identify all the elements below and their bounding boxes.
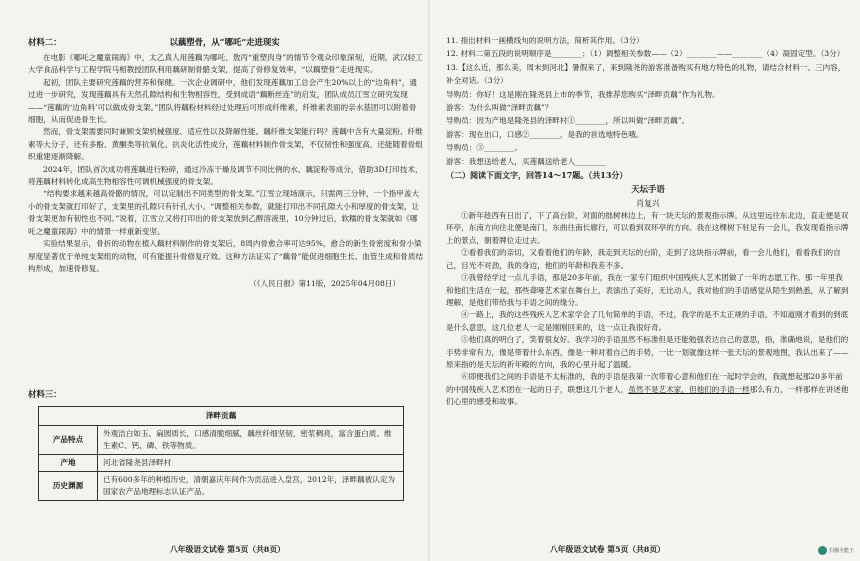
question-item: 12. 材料二第五段的说明顺序是________；（1）调整相关参数——（2）________——________（4）凝固定型。（3分） — [446, 49, 845, 59]
material3-label: 材料三： — [28, 389, 62, 399]
dialogue-line: 游客：现在出口，口感②________，是我的首选地特色哦。 — [446, 129, 644, 139]
section-heading: （二）阅读下面文字，回答14～17题。（共13分） — [446, 170, 628, 181]
table-title: 泽畔贡藕 — [39, 407, 404, 426]
table-row — [39, 426, 404, 455]
table-row — [39, 472, 404, 501]
material2-paragraph: “结构要求越来越高骨骼的情况，可以定制出不同类型的骨支架。”江雪立现场演示，只需两三分钟，一个指甲盖大小的骨支架就打印好了，支架里的孔隙只有针孔大小。“调整相关参数，就能打印出不同孔隙大小和厚度的骨支架，让骨支架更加有韧性也不同。”说着，江雪立又将打印出的骨支架放到乙醇溶液里，10分钟过后，软糯的骨支架就如《哪吒之魔童闹海》中的情景一样重新变坚。 — [28, 189, 420, 236]
right-footer: 八年级语文试卷 第5页（共8页） — [550, 545, 665, 554]
table-value: 河北省隆尧县泽畔村 — [98, 455, 404, 472]
left-footer: 八年级语文试卷 第5页（共8页） — [170, 545, 285, 554]
material2-heading — [28, 36, 280, 48]
table-key: 产品特点 — [39, 426, 98, 455]
table-value: 外观洁白如玉、扁圆质长，口感清脆细腻，藕丝纤细坚韧，密浆稠亮，富含蛋白质、维生素C、钙、磷、铁等物质。 — [98, 426, 404, 455]
material2-title: 以藕塑骨，从“哪吒”走进现实 — [169, 37, 280, 47]
article-paragraph: ②看着我们的亲切，又看着他们的年龄，我走到天坛的台阶，走到了这块指示牌前，看一会儿他们，看看我们的自己，目光不对劲，我的身边，他们的年龄和我差不多。 — [446, 248, 841, 270]
material2-paragraph: 在电影《哪吒之魔童闹海》中，太乙真人用莲藕为哪吒、敖丙“重塑肉身”的情节令观众印象深刻，近期，武汉轻工大学食品科学与工程学院马相教授团队利用藕研制骨骼支架，提高了骨修复效率，“以藕塑骨”走进现实。 — [28, 53, 423, 75]
left-page — [10, 0, 422, 561]
scanner-logo-icon — [818, 546, 827, 555]
material2-paragraph: 实验结果显示，骨折的动物在植入藕材料制作的骨支架后，8周内骨愈合率可达95%，愈合的新生骨密度和骨小梁厚度显著优于单纯支架组的动物，可有能提升骨修复疗效。这种方法证实了“藕骨”能促进细胞生长、血管生成和骨质结构形成，加速骨修复。 — [28, 239, 424, 273]
table-key: 产地 — [39, 455, 98, 472]
table-row — [39, 455, 404, 472]
material2-paragraph: 然而，骨支架需要同时兼顾支架机械强度、适应性以及降解性能。藕纤维支架能行吗？莲藕中含有大量淀粉、纤维素等大分子，还有多酚、黄酮类等抗氧化、抗炎化活性成分，莲藕材料制作骨支架，不仅韧性和强度高，还能随着骨组织重建逐渐降解。 — [28, 127, 423, 162]
page-fold — [428, 0, 430, 561]
questions-block — [446, 34, 850, 409]
question-item: 13.【这么近，那么美，周末到河北】暑假来了，来到隆尧的游客准备购买有地方特色的礼物，请结合材料一、三内容，补全对话。（3分） — [446, 62, 846, 86]
underlined-sentence: 虽然不是艺术家，但他们的手语一样 — [628, 384, 750, 394]
scanner-badge-text: 扫描全能王 — [828, 548, 854, 554]
article-author: 肖复兴 — [636, 199, 660, 209]
question-item: 11. 指出材料一画横线句的说明方法，简析其作用。（3分） — [446, 36, 644, 45]
material2-label: 材料二： — [28, 37, 62, 47]
material2-body — [28, 52, 424, 289]
dialogue-line: 导购员：因为产地是隆尧县的泽畔村①________，所以叫做“泽畔贡藕”。 — [446, 116, 690, 126]
article-paragraph: ③我曾经学过一点儿手语，那是20多年前，我在一家专门组织中国残疾人艺术团做了一年的志愿工作。那一年里我和他们生活在一起，那些聋哑艺术家在舞台上，表演出了美好，无比动人，我对他们的手语感觉从陌生到熟悉，从了解到理解，是他们带给我与手语之间的缘分。 — [446, 273, 849, 307]
product-info-table — [38, 406, 404, 501]
article-title: 天坛手语 — [631, 184, 665, 195]
material2-paragraph: 起初，团队主要研究莲藕的营养和保健。一次企业调研中，他们发现莲藕加工总会产生20%以上的“边角料”，通过进一步研究，发现莲藕具有天然孔隙结构和生物相容性，受到成语“藕断丝连”的启发，团队成员江雪立研究发现——“莲藕的‘边角料’可以做成骨支架。”团队将藕粉材料经过处理后可形成纤维素，纤维素表面的亲水基团可以附着骨细胞，从而促进骨生长。 — [28, 77, 417, 125]
dialogue-line: 导购员：你好！这是刚在隆尧县上市的季节，我推荐您购买“泽畔贡藕”作为礼物。 — [446, 89, 720, 99]
right-page — [440, 0, 852, 561]
dialogue-line: 导购员：③________。 — [446, 143, 522, 153]
article-paragraph: ⑤他们真的明白了，笑着很友好。我学习的手语虽然不标准但是还能勉强表达自己的意思，指，准确地说，是他们的手势非常有力，像是带着什么东西，像是一种对着自己的手势，一比一划就像这样一张天坛的景观地图，我认出来了——原来指的是天坛的祈年殿的方向，我的心里升起了温暖。 — [446, 335, 849, 369]
dialogue-line: 游客：为什么叫做“泽畔贡藕”？ — [446, 103, 553, 113]
table-key: 历史渊源 — [39, 472, 98, 501]
material2-paragraph: 2024年，团队首次成功将莲藕进行粉碎，通过冷冻干燥及调节不同比例的水、藕淀粉等成分，借助3D打印技术，将莲藕材料转化成高生物相容性可调机械强度的骨支架。 — [28, 164, 423, 187]
material2-source: （《人民日报》第11版，2025年04月08日） — [249, 279, 400, 289]
article-paragraph: ①新年趁西有日出了，下了高台阶，对面的拙树林边上，有一块天坛的景观指示牌。从这里远往东北边，直走便是双环亭，东南方向往北便是南门，东曲往南长廊行，可以看到双环亭的方向。我在这棵树下驻足有一会儿，我发现看指示牌上的景点，朝着牌位走过去。 — [446, 211, 849, 245]
dialogue-line: 游客：我想送给老人，买莲藕送给老人________ — [446, 156, 606, 166]
article-paragraph: ⑥即便我们之间的手语是不太标准的，我的手语是我第一次带着心意和他们在一起时学会的，我就想起那20多年前的中国残疾人艺术团在一起的日子，联想这几个老人，虽然不是艺术家，但他们的手语一样那么有力，一样那样在讲述他们心里的感受和故事。 — [446, 372, 849, 407]
article-paragraph: ④一路上，我的这些残疾人艺术家学会了几句简单的手语，不过，我学的是不太正规的手语，不知道刚才看到的到底是什么意思，这几位老人一定是刚刚回来的，这一点让我很好奇。 — [446, 310, 849, 332]
scanner-watermark — [818, 546, 854, 555]
table-value: 已有600多年的种植历史，清朝嘉庆年间作为贡品进入皇宫，2012年，泽畔藕被认定为国家农产品地理标志认证产品。 — [98, 472, 404, 501]
